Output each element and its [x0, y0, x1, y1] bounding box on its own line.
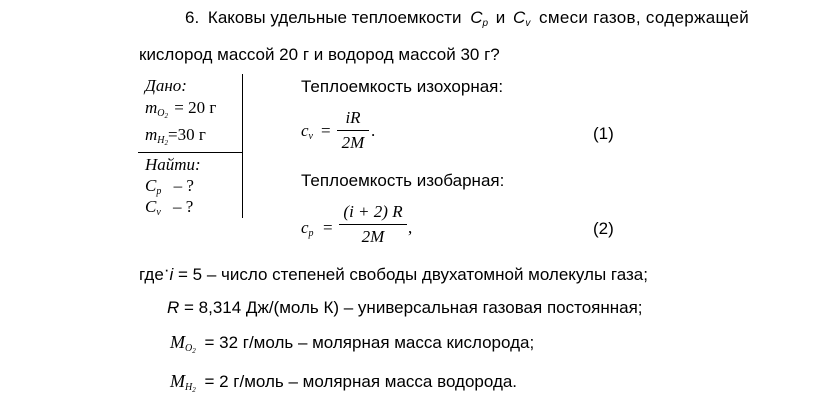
note-gas-constant: R = 8,314 Дж/(моль К) – универсальная газовая постоянная;	[167, 298, 643, 317]
cp-denominator: 2M	[361, 227, 385, 246]
cv-formula-lhs: $c_v$	[301, 121, 313, 142]
problem-statement-line2: кислород массой 20 г и водород массой 30 г?	[139, 45, 500, 64]
problem-text-tail: смеси газов, содержащей	[539, 8, 750, 27]
problem-statement-line1	[185, 8, 749, 29]
isobaric-label: Теплоемкость изобарная:	[301, 171, 505, 190]
cp-fraction	[339, 202, 407, 247]
equation-number-1: (1)	[593, 124, 614, 143]
note-degrees-of-freedom: где·i = 5 – число степеней свободы двухатомной молекулы газа;	[139, 260, 648, 284]
given-mass-hydrogen: $m_{H_2}=30$ г	[145, 125, 206, 147]
cp-fraction-bar	[339, 224, 407, 225]
given-vertical-rule	[242, 74, 243, 218]
find-title: Найти:	[145, 155, 201, 174]
note-molar-mass-hydrogen: $M_{H_2} = 2$ г/моль – молярная масса водорода.	[170, 371, 518, 394]
given-mass-oxygen: $m_{O_2} = 20$ г	[145, 98, 217, 120]
problem-text: Каковы удельные теплоемкости	[207, 8, 462, 27]
cv-formula-end: .	[371, 121, 376, 140]
cv-formula-eq: =	[321, 121, 331, 140]
cv-numerator: iR	[345, 108, 361, 127]
cp-numerator: (i + 2) R	[343, 202, 403, 221]
cp-formula-eq: =	[323, 218, 333, 237]
find-cv: $C_v$ – ?	[145, 197, 194, 218]
cv-denominator: 2M	[341, 133, 365, 152]
cv-fraction	[337, 108, 369, 153]
cv-symbol: $C_v$	[513, 8, 531, 29]
cv-fraction-bar	[337, 130, 369, 131]
given-title: Дано:	[145, 76, 187, 95]
cp-symbol: $C_p$	[470, 8, 489, 29]
problem-number: 6.	[185, 8, 200, 27]
note-molar-mass-oxygen: $M_{O_2} = 32$ г/моль – молярная масса кислорода;	[170, 332, 535, 355]
isochoric-label: Теплоемкость изохорная:	[301, 77, 504, 96]
equation-number-2: (2)	[593, 219, 614, 238]
cp-formula-end: ,	[408, 218, 413, 237]
find-cp: $C_p$ – ?	[145, 176, 194, 197]
given-divider	[138, 152, 242, 153]
conjunction-text: и	[495, 8, 506, 27]
cp-formula-lhs: $c_p$	[301, 218, 314, 239]
